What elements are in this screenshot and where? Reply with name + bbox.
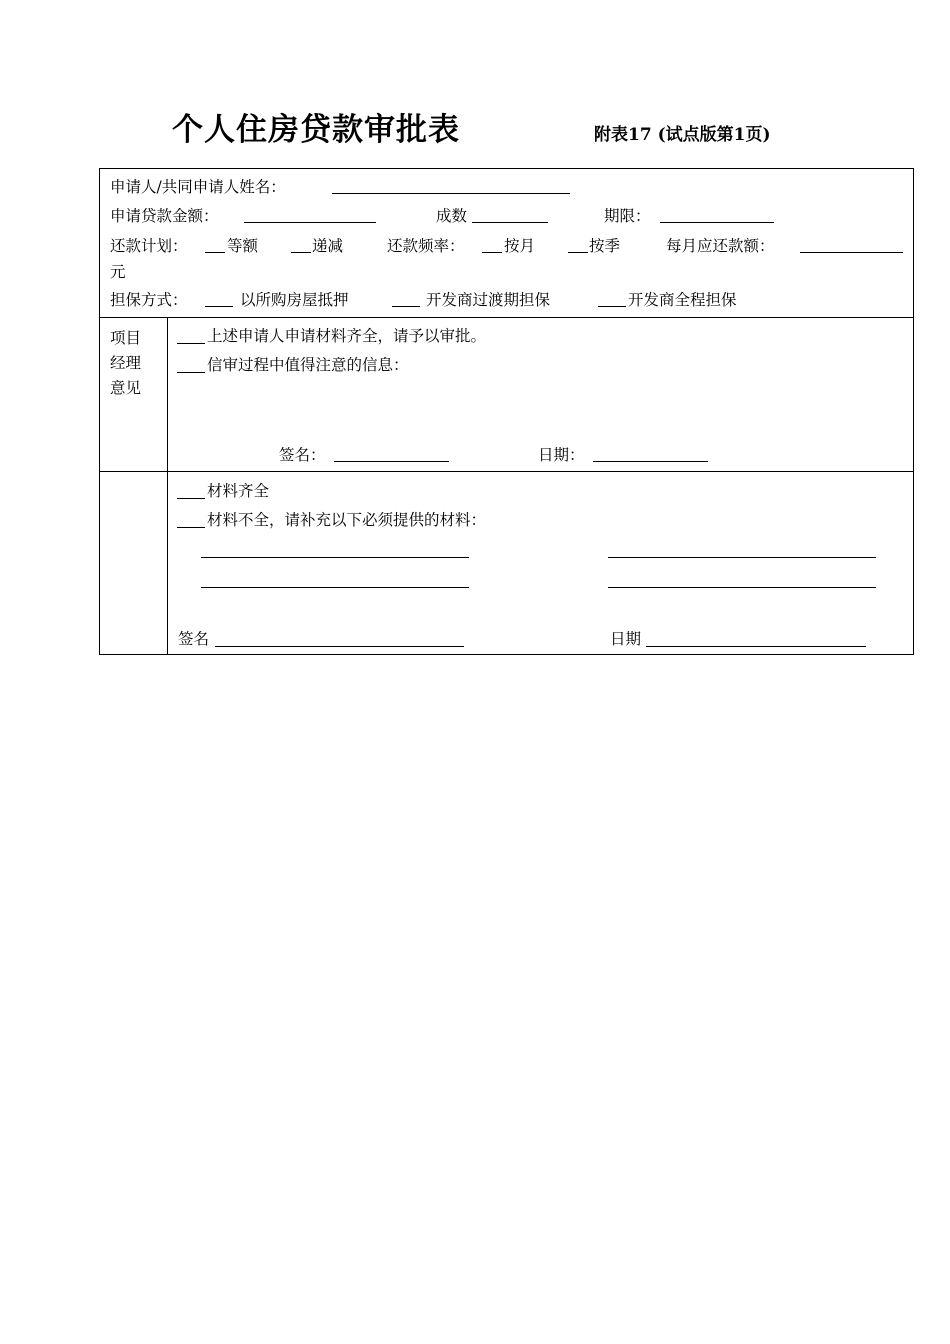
materials-list-field[interactable]	[201, 557, 469, 558]
repayment-frequency-label: 还款频率：	[387, 237, 465, 255]
plan-equal-label: 等额	[227, 237, 259, 255]
plan-decreasing-checkbox[interactable]	[291, 252, 311, 253]
guarantee-transition-checkbox[interactable]	[392, 306, 420, 307]
materials-complete-text: 材料齐全	[207, 482, 270, 500]
approval-form	[99, 168, 914, 655]
frequency-quarterly-label: 按季	[589, 237, 621, 255]
loan-amount-field[interactable]	[244, 222, 376, 223]
guarantee-full-checkbox[interactable]	[598, 306, 626, 307]
guarantee-label: 担保方式：	[110, 291, 188, 309]
manager-date-label: 日期：	[538, 446, 585, 464]
loan-amount-label: 申请贷款金额：	[110, 207, 219, 225]
manager-notes-text: 信审过程中值得注意的信息：	[207, 356, 409, 374]
manager-opinion-label: 项目经理意见	[110, 329, 142, 397]
materials-list-field[interactable]	[201, 587, 469, 588]
frequency-monthly-label: 按月	[504, 237, 536, 255]
frequency-monthly-checkbox[interactable]	[482, 252, 502, 253]
materials-date-field[interactable]	[646, 646, 866, 647]
term-label: 期限：	[604, 207, 651, 225]
form-number: 附表17 (试点版第1页)	[594, 125, 771, 145]
materials-list-field[interactable]	[608, 557, 876, 558]
applicant-name-field[interactable]	[332, 193, 570, 194]
guarantee-transition-label: 开发商过渡期担保	[426, 291, 551, 309]
ratio-field[interactable]	[472, 222, 548, 223]
monthly-payment-field[interactable]	[800, 252, 903, 253]
materials-list-field[interactable]	[608, 587, 876, 588]
guarantee-mortgage-label: 以所购房屋抵押	[240, 291, 349, 309]
currency-unit: 元	[110, 263, 126, 281]
label-column-divider	[167, 317, 168, 655]
manager-signature-label: 签名：	[279, 446, 326, 464]
repayment-plan-label: 还款计划：	[110, 237, 188, 255]
section-divider	[100, 471, 913, 472]
manager-complete-text: 上述申请人申请材料齐全，请予以审批。	[207, 327, 487, 345]
materials-signature-label: 签名	[178, 630, 210, 648]
applicant-name-label: 申请人/共同申请人姓名：	[110, 178, 286, 196]
monthly-payment-label: 每月应还款额：	[666, 237, 775, 255]
guarantee-mortgage-checkbox[interactable]	[205, 306, 233, 307]
materials-incomplete-text: 材料不全，请补充以下必须提供的材料：	[207, 511, 487, 529]
frequency-quarterly-checkbox[interactable]	[568, 252, 588, 253]
materials-signature-field[interactable]	[215, 646, 464, 647]
materials-date-label: 日期	[610, 630, 642, 648]
materials-complete-checkbox[interactable]	[177, 498, 205, 499]
guarantee-full-label: 开发商全程担保	[628, 291, 737, 309]
manager-complete-checkbox[interactable]	[177, 343, 205, 344]
plan-equal-checkbox[interactable]	[205, 252, 225, 253]
manager-notes-checkbox[interactable]	[177, 372, 205, 373]
section-divider	[100, 317, 913, 318]
materials-incomplete-checkbox[interactable]	[177, 527, 205, 528]
term-field[interactable]	[660, 222, 774, 223]
ratio-label: 成数	[436, 207, 468, 225]
page-title: 个人住房贷款审批表	[172, 112, 460, 148]
manager-date-field[interactable]	[593, 461, 708, 462]
manager-signature-field[interactable]	[334, 461, 449, 462]
plan-decreasing-label: 递减	[312, 237, 344, 255]
